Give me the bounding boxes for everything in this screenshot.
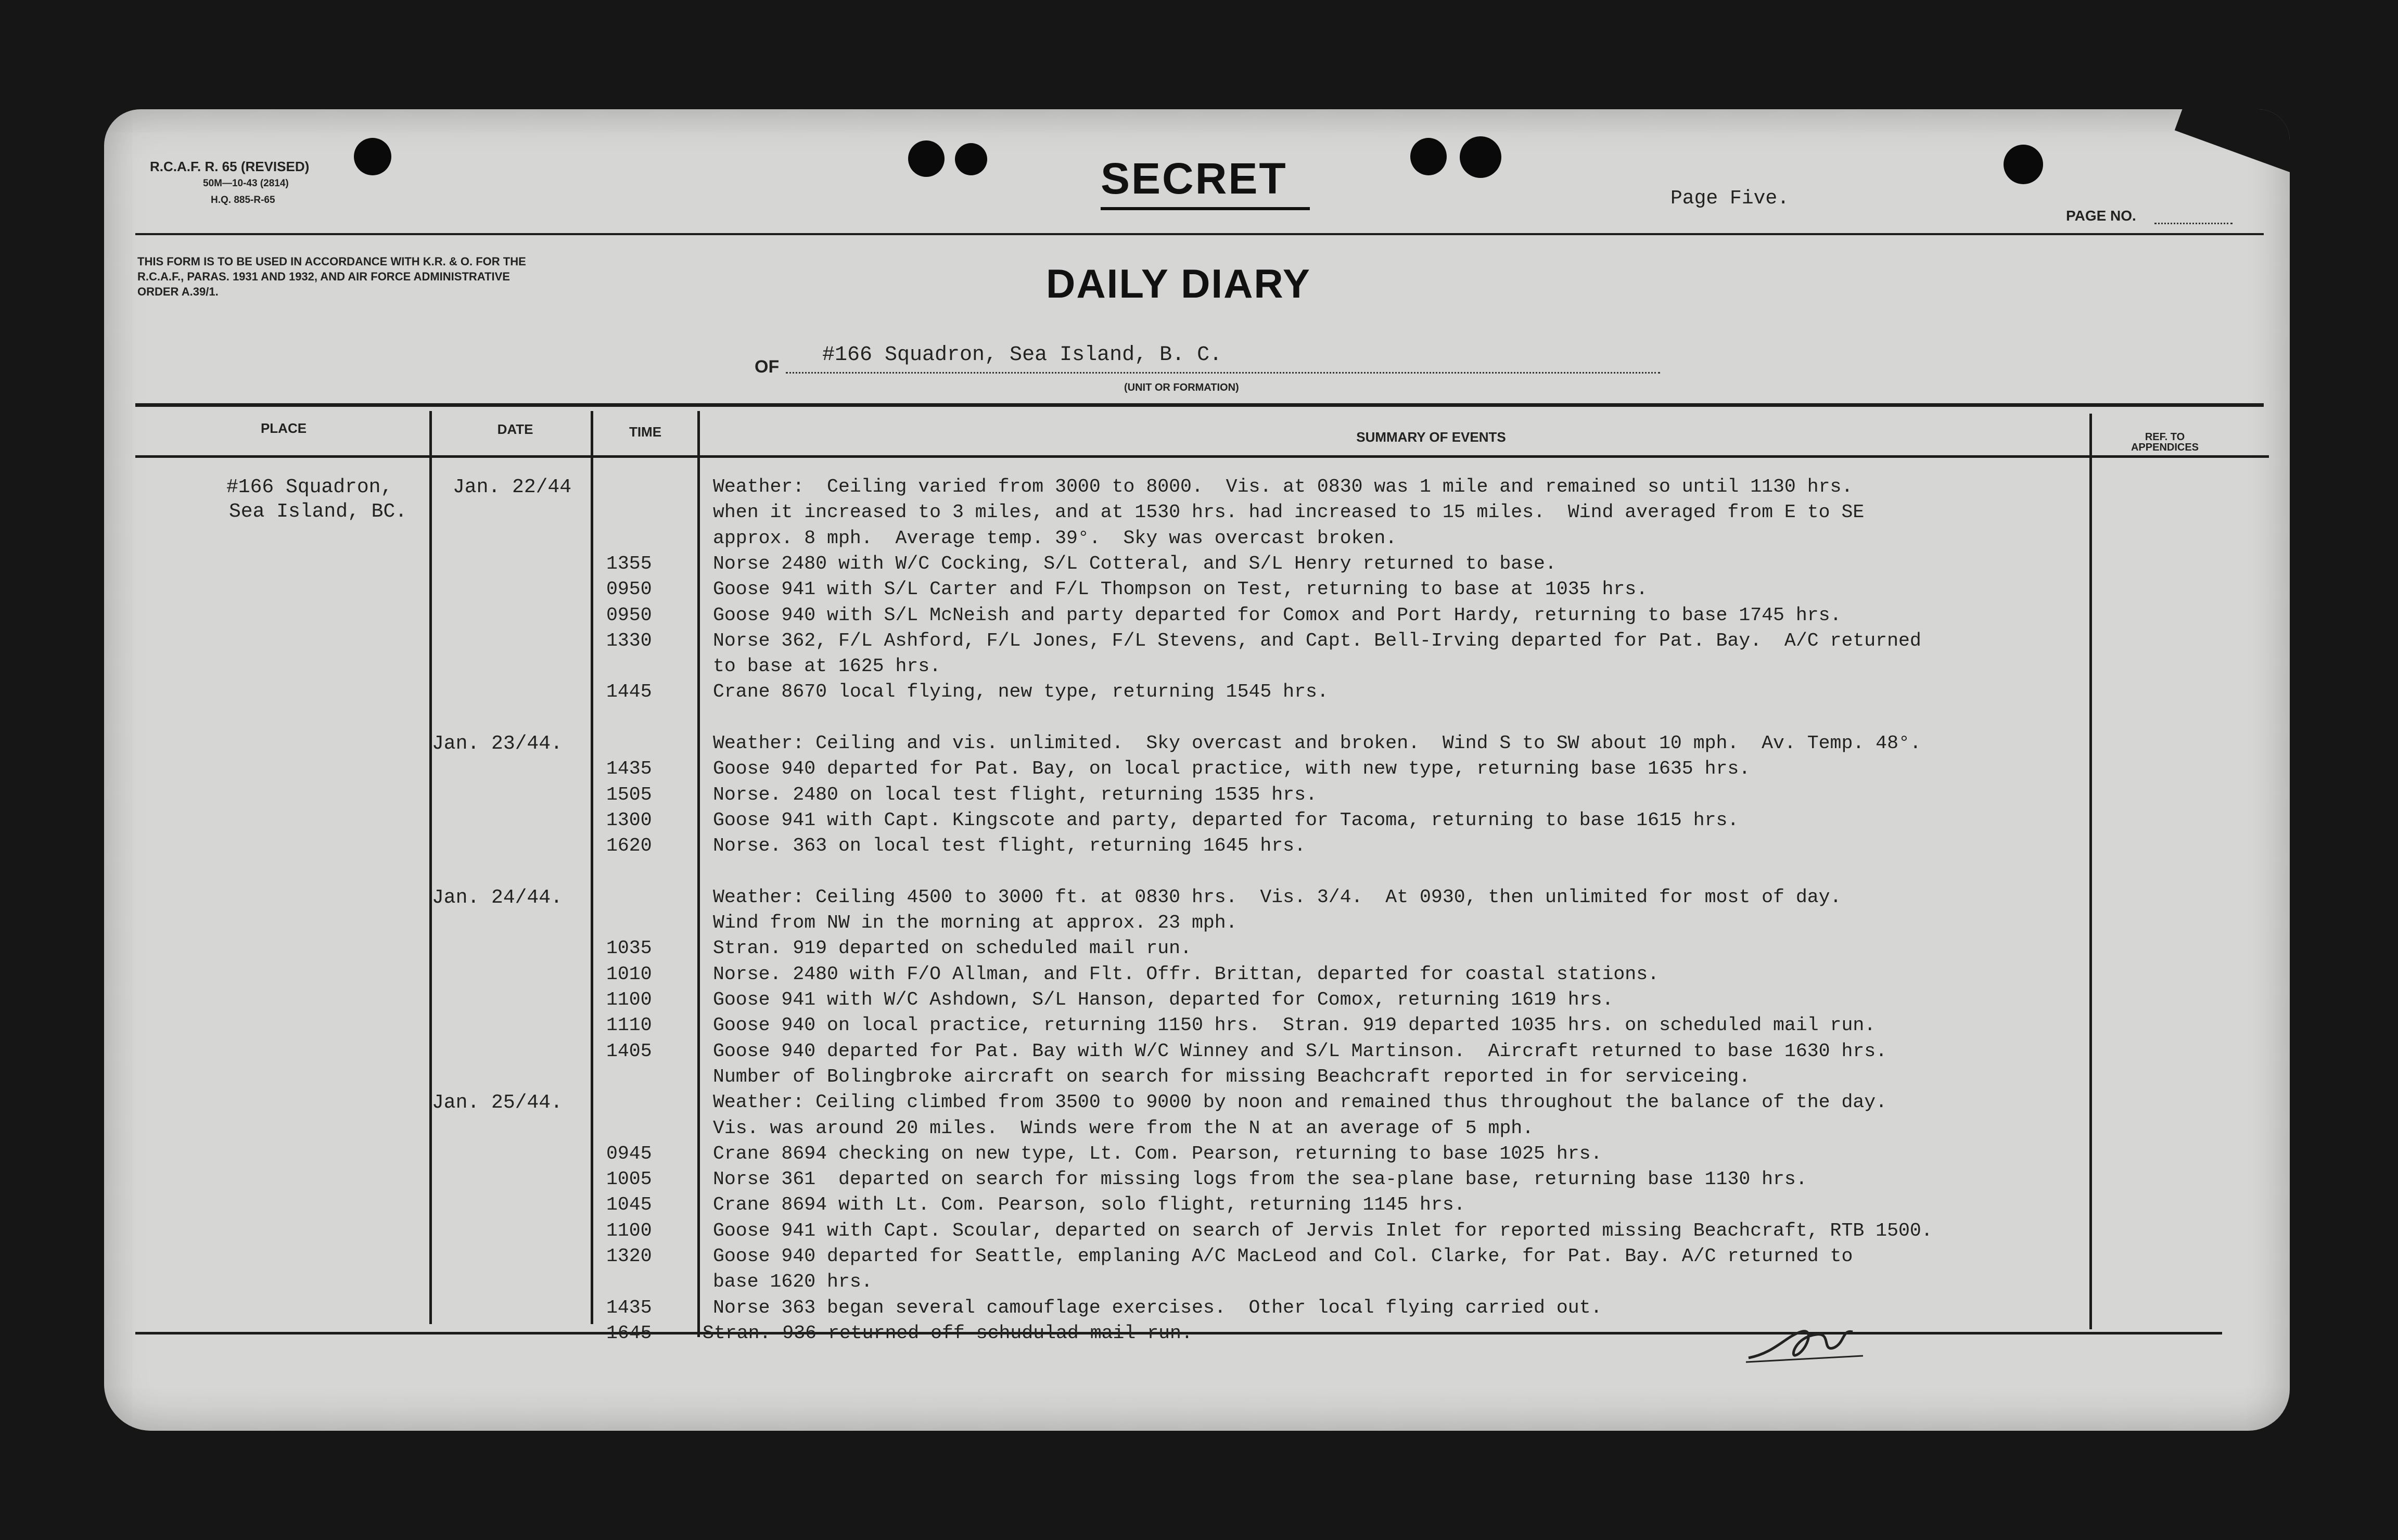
col-rule-place: [429, 411, 432, 1324]
punch-hole: [1410, 138, 1447, 175]
form-code-2: 50M—10-43 (2814): [203, 178, 289, 189]
entry-time: 1445: [606, 681, 652, 703]
entry-time: 1330: [606, 630, 652, 651]
entry-time: 0950: [606, 579, 652, 600]
entry-summary: Goose 940 departed for Seattle, emplaning A/C MacLeod and Col. Clarke, for Pat. Bay. A/C returned to: [713, 1246, 1853, 1267]
punch-hole: [955, 143, 987, 175]
page-title: DAILY DIARY: [1046, 261, 1311, 306]
entry-summary: Norse. 2480 with F/O Allman, and Flt. Offr. Brittan, departed for coastal stations.: [713, 963, 1659, 985]
entry-summary: to base at 1625 hrs.: [713, 656, 941, 677]
entry-summary: Norse. 363 on local test flight, returning 1645 hrs.: [713, 835, 1306, 857]
header-rule: [135, 233, 2264, 235]
page-number-label: PAGE NO.: [2066, 208, 2136, 224]
entry-summary: Number of Bolingbroke aircraft on search for missing Beachcraft reported in for serviceing.: [713, 1066, 1751, 1087]
entry-time: 1320: [606, 1246, 652, 1267]
entry-summary: Goose 940 on local practice, returning 1150 hrs. Stran. 919 departed 1035 hrs. on scheduled mail run.: [713, 1015, 1876, 1036]
entry-summary: Stran. 936 returned off schudulad mail run.: [703, 1322, 1193, 1344]
unit-name: #166 Squadron, Sea Island, B. C.: [822, 343, 1222, 367]
form-usage-note: THIS FORM IS TO BE USED IN ACCORDANCE WITH K.R. & O. FOR THE R.C.A.F., PARAS. 1931 AND 1932, AND AIR FORCE ADMINISTRATIVE ORDER A.39/1.: [137, 255, 526, 298]
column-header-ref: REF. TO APPENDICES: [2131, 431, 2199, 453]
entry-summary: base 1620 hrs.: [713, 1271, 873, 1293]
entry-summary: Goose 940 departed for Pat. Bay with W/C Winney and S/L Martinson. Aircraft returned to base 1630 hrs.: [713, 1040, 1887, 1062]
entry-summary: Weather: Ceiling climbed from 3500 to 9000 by noon and remained thus throughout the balance of the day.: [713, 1092, 1887, 1113]
entry-summary: Weather: Ceiling and vis. unlimited. Sky overcast and broken. Wind S to SW about 10 mph. Av. Temp. 48°.: [713, 733, 1921, 754]
entry-time: 1435: [606, 758, 652, 780]
entry-time: 0950: [606, 604, 652, 626]
entry-summary: when it increased to 3 miles, and at 1530 hrs. had increased to 15 miles. Wind averaged from E to SE: [713, 502, 1865, 523]
entry-date: Jan. 24/44.: [432, 886, 563, 909]
column-header-date: DATE: [497, 421, 533, 437]
entry-summary: Norse 2480 with W/C Cocking, S/L Cotteral, and S/L Henry returned to base.: [713, 553, 1557, 574]
unit-line: [786, 372, 1660, 374]
entry-summary: Goose 940 with S/L McNeish and party departed for Comox and Port Hardy, returning to base 1745 hrs.: [713, 604, 1842, 626]
page-number-line: [2154, 223, 2233, 224]
table-top-rule: [135, 403, 2264, 407]
entry-summary: Weather: Ceiling varied from 3000 to 8000. Vis. at 0830 was 1 mile and remained so until 1130 hrs.: [713, 476, 1853, 497]
column-header-place: PLACE: [260, 420, 307, 436]
entry-time: 1505: [606, 784, 652, 805]
security-classification: SECRET: [1101, 154, 1287, 203]
entry-time: 1645: [606, 1322, 652, 1344]
entry-time: 1100: [606, 989, 652, 1010]
place-line-2: Sea Island, BC.: [229, 500, 407, 523]
entry-time: 1355: [606, 553, 652, 574]
diary-card: [104, 109, 2290, 1431]
entry-summary: Norse. 2480 on local test flight, returning 1535 hrs.: [713, 784, 1317, 805]
entry-summary: Vis. was around 20 miles. Winds were from the N at an average of 5 mph.: [713, 1117, 1534, 1139]
of-label: OF: [755, 357, 780, 377]
entry-time: 1045: [606, 1194, 652, 1216]
entry-time: 1110: [606, 1015, 652, 1036]
column-header-summary: SUMMARY OF EVENTS: [1356, 429, 1506, 445]
signature: [1743, 1316, 1879, 1368]
entry-summary: Goose 941 with Capt. Kingscote and party, departed for Tacoma, returning to base 1615 hrs.: [713, 809, 1739, 831]
punch-hole: [908, 140, 945, 177]
entry-time: 1300: [606, 809, 652, 831]
entry-summary: Norse 361 departed on search for missing logs from the sea-plane base, returning base 1130 hrs.: [713, 1169, 1807, 1190]
entry-time: 1035: [606, 938, 652, 959]
entry-summary: Goose 941 with Capt. Scoular, departed on search of Jervis Inlet for reported missing Beachcraft, RTB 1500.: [713, 1220, 1933, 1241]
table-header-rule: [135, 455, 2269, 458]
secret-underline: [1101, 207, 1310, 210]
place-line-1: #166 Squadron,: [226, 476, 393, 498]
unit-caption: (UNIT OR FORMATION): [1124, 382, 1239, 393]
entry-date: Jan. 25/44.: [432, 1092, 563, 1114]
page-written: Page Five.: [1670, 187, 1790, 210]
col-rule-time: [697, 411, 700, 1337]
punch-hole: [354, 138, 391, 175]
entry-time: 1010: [606, 963, 652, 985]
entry-summary: Norse 363 began several camouflage exercises. Other local flying carried out.: [713, 1297, 1602, 1318]
entry-summary: Norse 362, F/L Ashford, F/L Jones, F/L Stevens, and Capt. Bell-Irving departed for Pat. Bay. A/C returned: [713, 630, 1921, 651]
entry-summary: Crane 8670 local flying, new type, returning 1545 hrs.: [713, 681, 1329, 703]
entry-time: 1005: [606, 1169, 652, 1190]
punch-hole: [1460, 136, 1501, 178]
entry-summary: Goose 940 departed for Pat. Bay, on local practice, with new type, returning base 1635 hrs.: [713, 758, 1751, 780]
entry-time: 1435: [606, 1297, 652, 1318]
entry-date: Jan. 22/44: [453, 476, 572, 498]
entry-summary: Goose 941 with S/L Carter and F/L Thompson on Test, returning to base at 1035 hrs.: [713, 579, 1648, 600]
entry-summary: Crane 8694 with Lt. Com. Pearson, solo flight, returning 1145 hrs.: [713, 1194, 1465, 1216]
entry-date: Jan. 23/44.: [432, 733, 563, 755]
punch-hole: [2004, 145, 2043, 184]
entry-time: 0945: [606, 1143, 652, 1164]
entry-time: 1405: [606, 1040, 652, 1062]
column-header-time: TIME: [629, 424, 662, 440]
form-code: R.C.A.F. R. 65 (REVISED): [150, 159, 310, 174]
entry-summary: Weather: Ceiling 4500 to 3000 ft. at 0830 hrs. Vis. 3/4. At 0930, then unlimited for most of day.: [713, 886, 1842, 908]
entry-summary: Crane 8694 checking on new type, Lt. Com. Pearson, returning to base 1025 hrs.: [713, 1143, 1602, 1164]
form-code-3: H.Q. 885-R-65: [211, 195, 275, 206]
col-rule-ref: [2089, 414, 2092, 1329]
col-rule-date: [591, 411, 593, 1324]
entry-summary: approx. 8 mph. Average temp. 39°. Sky was overcast broken.: [713, 527, 1397, 549]
entry-summary: Goose 941 with W/C Ashdown, S/L Hanson, departed for Comox, returning 1619 hrs.: [713, 989, 1614, 1010]
entry-time: 1620: [606, 835, 652, 857]
entry-time: 1100: [606, 1220, 652, 1241]
entry-summary: Stran. 919 departed on scheduled mail run.: [713, 938, 1192, 959]
entry-summary: Wind from NW in the morning at approx. 23 mph.: [713, 912, 1238, 934]
